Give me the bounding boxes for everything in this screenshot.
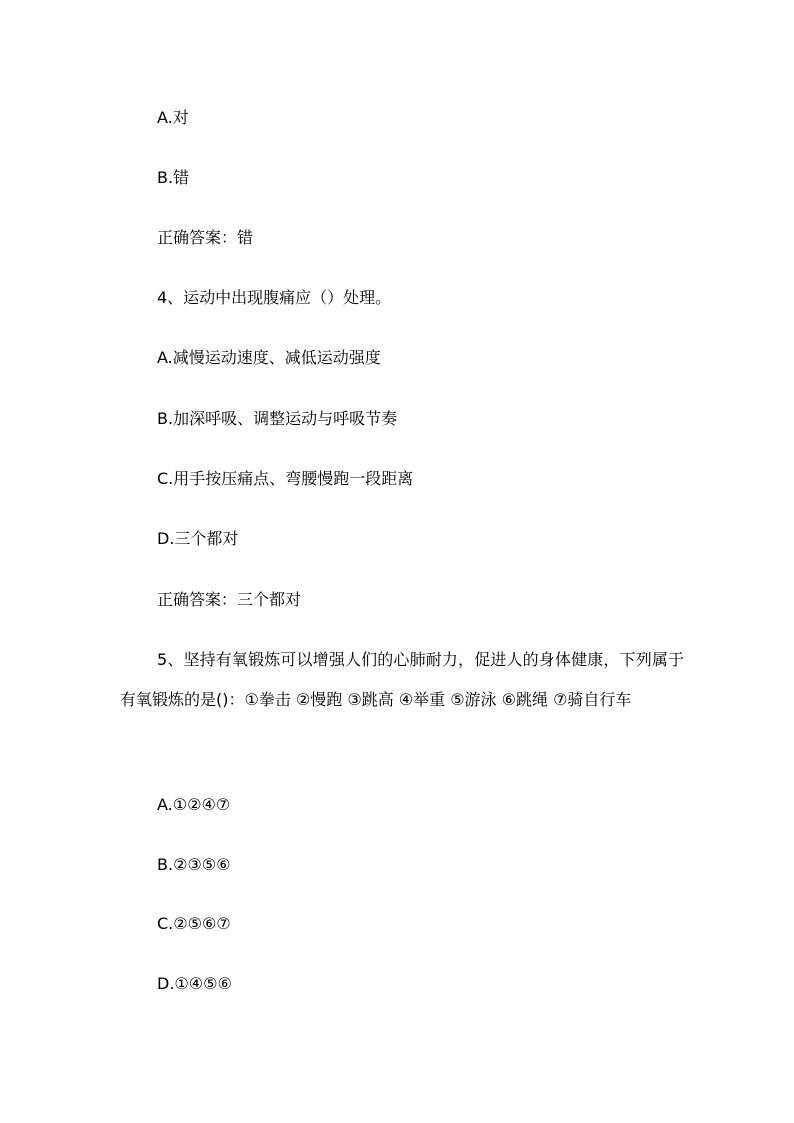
q4-option-c: C.用手按压痛点、弯腰慢跑一段距离 xyxy=(157,469,414,488)
q4-option-b: B.加深呼吸、调整运动与呼吸节奏 xyxy=(157,409,398,428)
q4-answer: 正确答案：三个都对 xyxy=(157,590,302,609)
q4-option-a: A.减慢运动速度、减低运动强度 xyxy=(157,348,381,367)
q5-option-d: D.①④⑤⑥ xyxy=(157,974,232,993)
q5-option-b: B.②③⑤⑥ xyxy=(157,855,231,874)
q5-question: 5、坚持有氧锻炼可以增强人们的心肺耐力，促进人的身体健康，下列属于有氧锻炼的是()：①拳击 ②慢跑 ③跳高 ④举重 ⑤游泳 ⑥跳绳 ⑦骑自行车 xyxy=(120,650,684,709)
q4-option-d: D.三个都对 xyxy=(157,529,239,548)
q4-question: 4、运动中出现腹痛应（）处理。 xyxy=(157,288,392,307)
q5-option-c: C.②⑤⑥⑦ xyxy=(157,914,231,933)
q5-option-a: A.①②④⑦ xyxy=(157,795,231,814)
q3-option-a: A.对 xyxy=(157,108,189,127)
q3-answer: 正确答案：错 xyxy=(157,228,254,247)
q3-option-b: B.错 xyxy=(157,168,190,187)
